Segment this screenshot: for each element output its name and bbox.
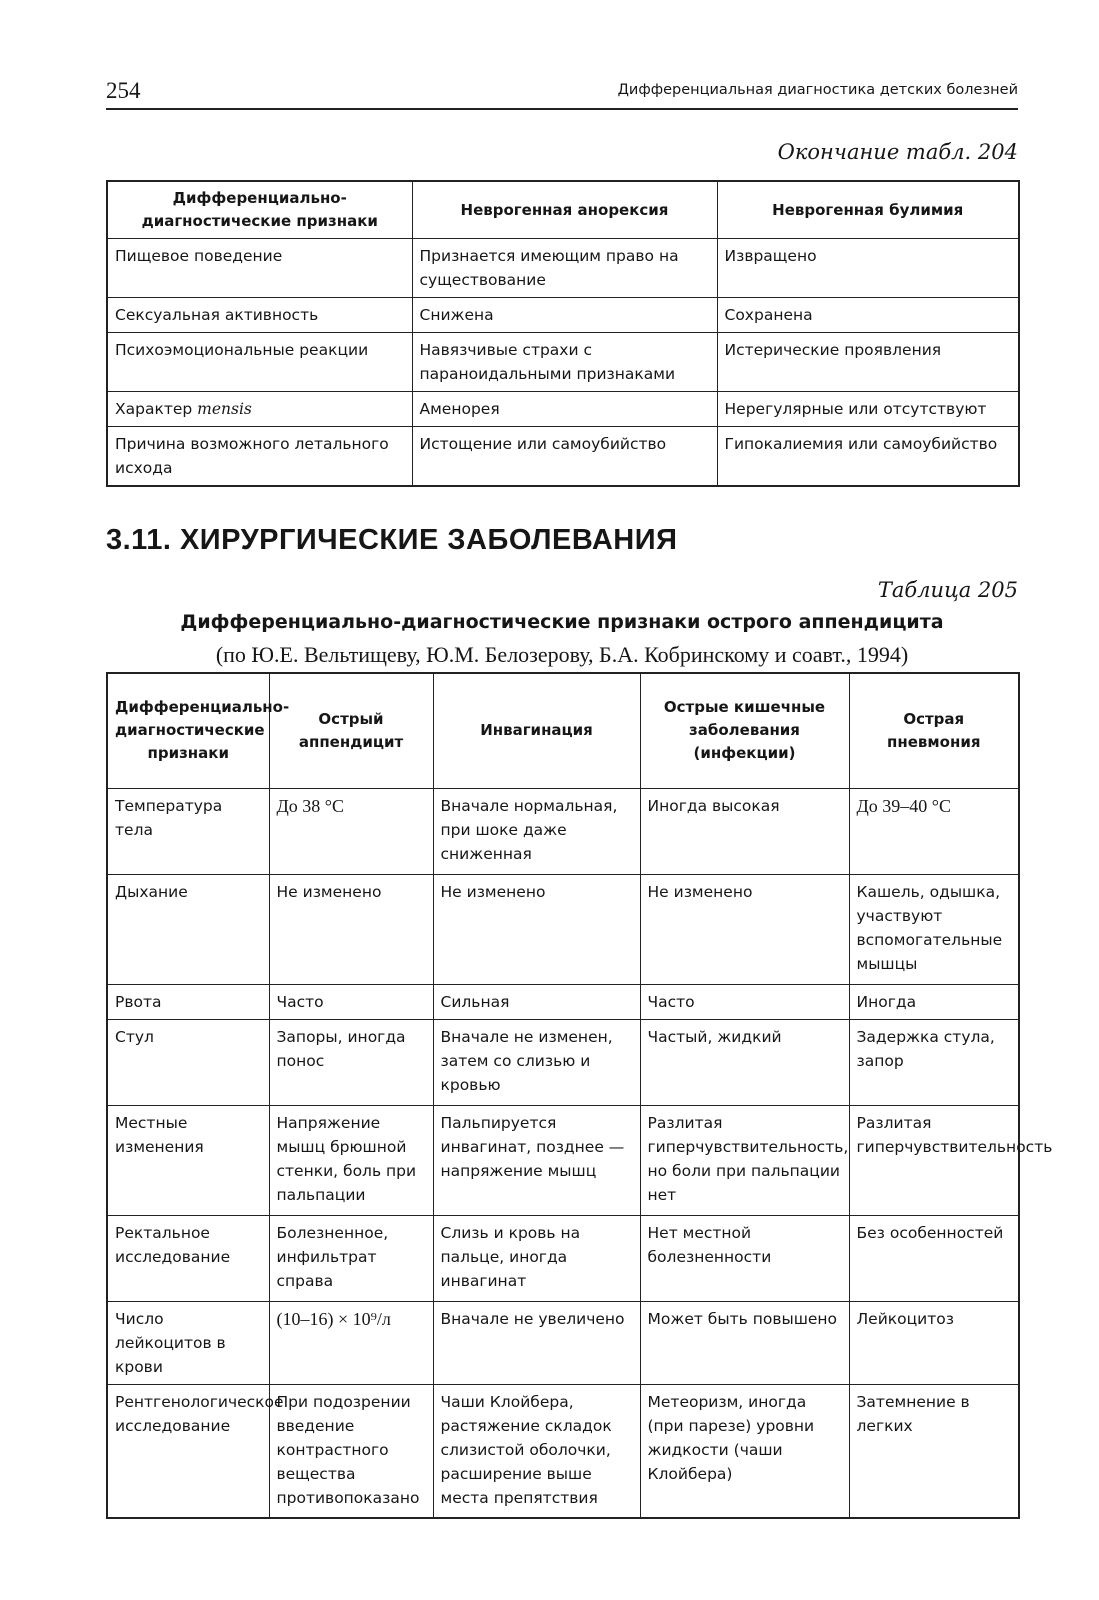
table-cell: Рентгенологическое исследование bbox=[107, 1384, 269, 1518]
table-cell: Психоэмоциональные реакции bbox=[107, 333, 412, 392]
table-cell: Истерические проявления bbox=[717, 333, 1019, 392]
table-header-row bbox=[107, 673, 1019, 788]
table-cell: Пальпируется инвагинат, позднее — напряжение мышц bbox=[433, 1105, 640, 1215]
table-cell: Дыхание bbox=[107, 874, 269, 984]
table-cell: Иногда bbox=[849, 984, 1019, 1019]
table-204-continuation-caption: Окончание табл. 204 bbox=[777, 140, 1018, 164]
table-205-title: Дифференциально-диагностические признаки острого аппендицита bbox=[180, 611, 944, 633]
column-header-pneumonia: Острая пневмония bbox=[849, 673, 1019, 788]
table-cell: Сохранена bbox=[717, 298, 1019, 333]
table-cell: Аменорея bbox=[412, 392, 717, 427]
table-cell: Метеоризм, иногда (при парезе) уровни жидкости (чаши Клойбера) bbox=[640, 1384, 849, 1518]
table-cell: Число лейкоцитов в крови bbox=[107, 1301, 269, 1384]
table-cell: Сильная bbox=[433, 984, 640, 1019]
table-row bbox=[107, 1384, 1019, 1518]
column-header-intestinal-infections: Острые кишечные заболевания (инфекции) bbox=[640, 673, 849, 788]
table-204 bbox=[106, 180, 1020, 487]
table-cell: Стул bbox=[107, 1019, 269, 1105]
table-cell: Напряжение мышц брюшной стенки, боль при пальпации bbox=[269, 1105, 433, 1215]
table-cell: Лейкоцитоз bbox=[849, 1301, 1019, 1384]
running-title: Дифференциальная диагностика детских болезней bbox=[617, 82, 1018, 98]
table-cell: Сексуальная активность bbox=[107, 298, 412, 333]
table-cell: Не изменено bbox=[269, 874, 433, 984]
table-cell: Без особенностей bbox=[849, 1215, 1019, 1301]
table-cell: До 38 °С bbox=[269, 788, 433, 874]
table-cell: Задержка стула, запор bbox=[849, 1019, 1019, 1105]
page-header bbox=[106, 74, 1018, 110]
table-cell: Навязчивые страхи с параноидальными признаками bbox=[412, 333, 717, 392]
table-cell: Часто bbox=[269, 984, 433, 1019]
table-row bbox=[107, 1105, 1019, 1215]
table-cell: Запоры, иногда понос bbox=[269, 1019, 433, 1105]
table-cell: Рвота bbox=[107, 984, 269, 1019]
table-cell: Ректальное исследование bbox=[107, 1215, 269, 1301]
column-header-sign: Дифференциально-диагностические признаки bbox=[107, 673, 269, 788]
table-cell: Разлитая гиперчувствительность bbox=[849, 1105, 1019, 1215]
table-cell: Разлитая гиперчувствительность, но боли при пальпации нет bbox=[640, 1105, 849, 1215]
table-cell: Вначале не изменен, затем со слизью и кровью bbox=[433, 1019, 640, 1105]
table-row bbox=[107, 1215, 1019, 1301]
table-cell: Не изменено bbox=[640, 874, 849, 984]
table-205-subtitle: (по Ю.Е. Вельтищеву, Ю.М. Белозерову, Б.А. Кобринскому и соавт., 1994) bbox=[215, 642, 909, 667]
table-205-number: Таблица 205 bbox=[877, 578, 1018, 602]
table-row bbox=[107, 392, 1019, 427]
table-cell: Может быть повышено bbox=[640, 1301, 849, 1384]
table-cell: Нет местной болезненности bbox=[640, 1215, 849, 1301]
table-cell: Пищевое поведение bbox=[107, 239, 412, 298]
table-cell: Частый, жидкий bbox=[640, 1019, 849, 1105]
table-cell: Часто bbox=[640, 984, 849, 1019]
column-header-appendicitis: Острый аппендицит bbox=[269, 673, 433, 788]
table-row bbox=[107, 788, 1019, 874]
table-cell: Затемнение в легких bbox=[849, 1384, 1019, 1518]
table-row bbox=[107, 874, 1019, 984]
table-row bbox=[107, 1301, 1019, 1384]
table-cell: Вначале не увеличено bbox=[433, 1301, 640, 1384]
table-cell: Признается имеющим право на существование bbox=[412, 239, 717, 298]
table-row bbox=[107, 239, 1019, 298]
table-cell: Причина возможного летального исхода bbox=[107, 427, 412, 487]
table-cell: Температура тела bbox=[107, 788, 269, 874]
table-cell: Иногда высокая bbox=[640, 788, 849, 874]
page-number: 254 bbox=[106, 78, 141, 103]
sign-prefix: Характер bbox=[115, 400, 193, 418]
column-header-bulimia: Неврогенная булимия bbox=[717, 181, 1019, 239]
table-cell: При подозрении введение контрастного вещества противопоказано bbox=[269, 1384, 433, 1518]
table-cell: Чаши Клойбера, растяжение складок слизистой оболочки, расширение выше места препятствия bbox=[433, 1384, 640, 1518]
table-cell: Истощение или самоубийство bbox=[412, 427, 717, 487]
table-cell: До 39–40 °С bbox=[849, 788, 1019, 874]
table-cell: Не изменено bbox=[433, 874, 640, 984]
table-cell: Болезненное, инфильтрат справа bbox=[269, 1215, 433, 1301]
column-header-invagination: Инвагинация bbox=[433, 673, 640, 788]
column-header-sign: Дифференциально-диагностические признаки bbox=[107, 181, 412, 239]
table-cell: Местные изменения bbox=[107, 1105, 269, 1215]
latin-term: mensis bbox=[197, 400, 252, 418]
table-cell: Вначале нормальная, при шоке даже сниженная bbox=[433, 788, 640, 874]
table-row bbox=[107, 1019, 1019, 1105]
table-row bbox=[107, 298, 1019, 333]
column-header-anorexia: Неврогенная анорексия bbox=[412, 181, 717, 239]
table-cell: Гипокалиемия или самоубийство bbox=[717, 427, 1019, 487]
table-cell bbox=[107, 392, 412, 427]
table-header-row bbox=[107, 181, 1019, 239]
table-cell: Снижена bbox=[412, 298, 717, 333]
table-row bbox=[107, 427, 1019, 487]
section-heading: 3.11. ХИРУРГИЧЕСКИЕ ЗАБОЛЕВАНИЯ bbox=[106, 524, 678, 556]
table-row bbox=[107, 984, 1019, 1019]
table-cell: Извращено bbox=[717, 239, 1019, 298]
table-cell: Слизь и кровь на пальце, иногда инвагинат bbox=[433, 1215, 640, 1301]
table-cell: (10–16) × 10⁹/л bbox=[269, 1301, 433, 1384]
table-205 bbox=[106, 672, 1053, 1519]
table-cell: Кашель, одышка, участвуют вспомогательные мышцы bbox=[849, 874, 1019, 984]
table-row bbox=[107, 333, 1019, 392]
table-cell: Нерегулярные или отсутствуют bbox=[717, 392, 1019, 427]
